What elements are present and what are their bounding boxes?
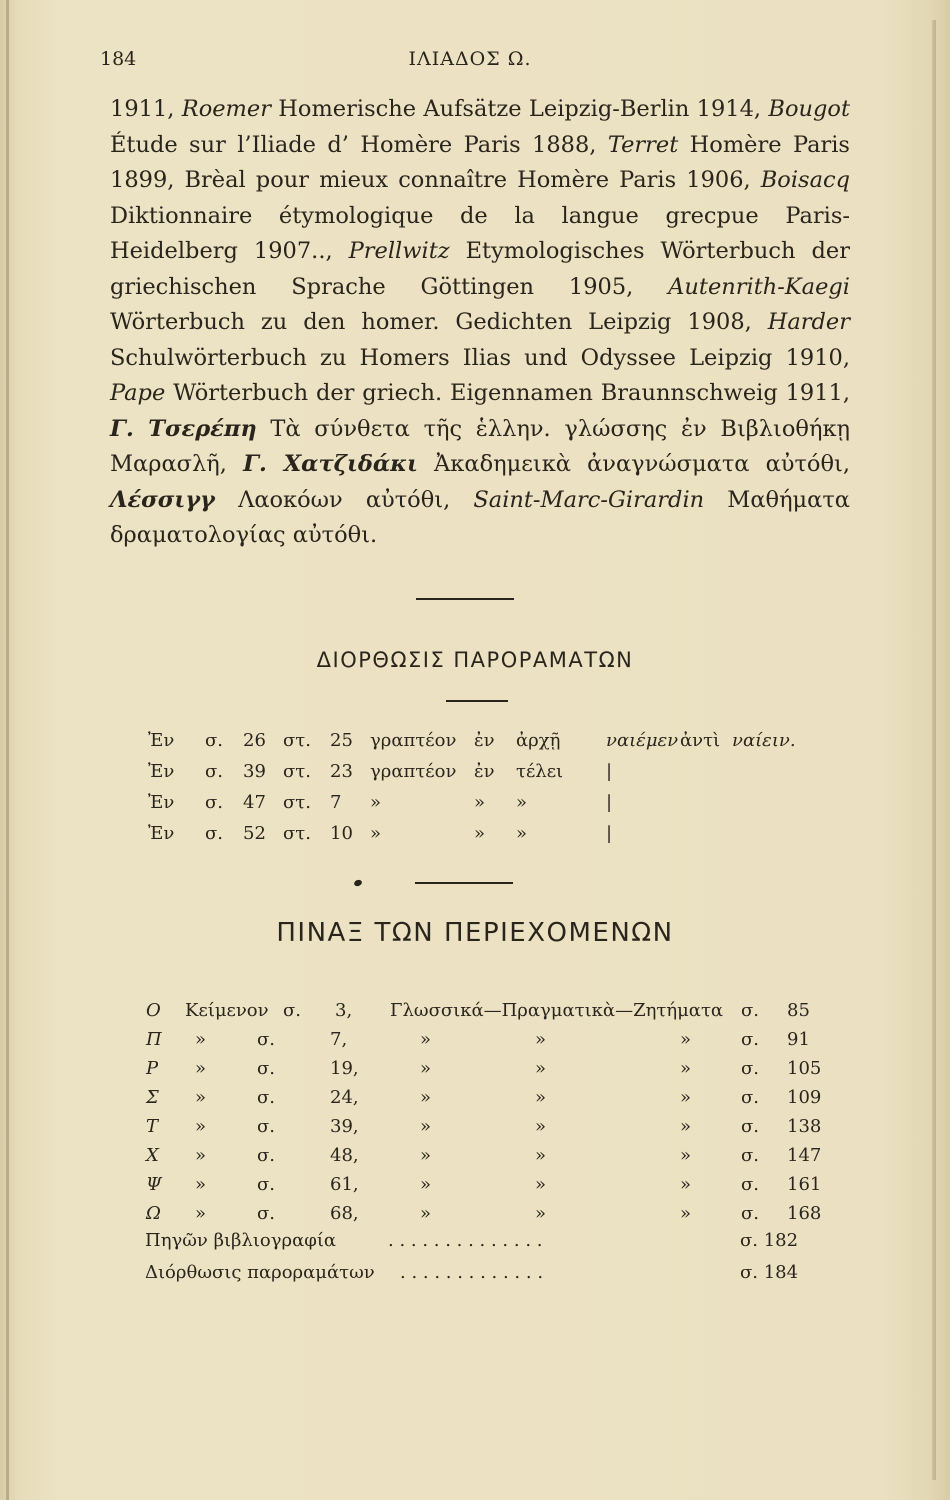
- toc-topics: »: [420, 1087, 432, 1108]
- toc-text-page: 68,: [330, 1203, 359, 1224]
- toc-book-letter: Ο: [146, 1000, 161, 1021]
- page-header: [100, 48, 840, 78]
- toc-book-letter: Σ: [146, 1087, 159, 1108]
- body-text-run: Μαθήματα δραματολογίας αὐτόθι.: [110, 486, 851, 548]
- errata-line: 10: [330, 823, 353, 844]
- toc-sigma: σ.: [741, 1174, 760, 1195]
- body-text-run: Wörterbuch zu den homer. Gedichten Leipzig 1908,: [110, 309, 768, 335]
- toc-book-letter: Ρ: [146, 1058, 159, 1079]
- toc-topics: »: [535, 1058, 547, 1079]
- body-text-run: Schulwörterbuch zu Homers Ilias und Odyssee Leipzig 1910,: [110, 344, 850, 371]
- page-number: 184: [100, 48, 137, 70]
- toc-text-label: Κείμενον: [185, 1000, 269, 1021]
- errata-line: 23: [330, 761, 353, 782]
- toc-topics-page: 168: [787, 1203, 822, 1224]
- toc-topics: »: [680, 1203, 692, 1224]
- divider: [416, 598, 514, 600]
- errata-position: »: [474, 792, 486, 813]
- errata-stichos-abbr: στ.: [283, 823, 311, 844]
- author-name: Autenrith-Kaegi: [668, 273, 850, 300]
- toc-sigma: σ.: [283, 1000, 302, 1021]
- errata-correction: ναιέμεν: [606, 730, 679, 751]
- errata-line: 25: [330, 730, 353, 751]
- toc-topics: Γλωσσικά—Πραγματικὰ—Ζητήματα: [390, 1000, 724, 1021]
- toc-dot-leader: . . . . . . . . . . . . .: [400, 1262, 544, 1283]
- toc-topics: »: [420, 1116, 432, 1137]
- errata-sigma: σ.: [205, 730, 224, 751]
- body-text-run: Homerische Aufsätze Leipzig-Berlin 1914,: [270, 96, 769, 122]
- author-name: Γ. Χατζιδάκι: [243, 451, 418, 477]
- errata-page: 52: [243, 823, 266, 844]
- author-name: Harder: [767, 309, 850, 335]
- errata-en: Ἐν: [148, 823, 175, 844]
- toc-sigma: σ.: [741, 1000, 760, 1021]
- toc-topics: »: [535, 1029, 547, 1050]
- errata-en: Ἐν: [148, 730, 175, 751]
- author-name: Γ. Τσερέπη: [110, 415, 257, 442]
- toc-topics-page: 85: [787, 1000, 810, 1021]
- toc-sigma: σ.: [257, 1174, 276, 1195]
- toc-topics: »: [420, 1145, 432, 1166]
- toc-topics: »: [680, 1174, 692, 1195]
- errata-page: 39: [243, 761, 266, 782]
- ornament-mark: [353, 879, 363, 887]
- errata-sigma: σ.: [205, 761, 224, 782]
- toc-topics-page: 91: [787, 1029, 810, 1050]
- errata-position: ἐν: [474, 761, 495, 782]
- body-text-run: Diktionnaire étymologique de la langue grecpue Paris-Heidelberg 1907..,: [110, 202, 850, 264]
- toc-text-label: »: [195, 1029, 207, 1050]
- toc-text-page: 61,: [330, 1174, 359, 1195]
- toc-sigma: σ.: [257, 1145, 276, 1166]
- errata-instruction: »: [370, 823, 382, 844]
- errata-stichos-abbr: στ.: [283, 792, 311, 813]
- toc-page-ref: σ. 182: [740, 1230, 799, 1251]
- toc-sigma: σ.: [257, 1029, 276, 1050]
- toc-text-page: 7,: [330, 1029, 348, 1050]
- toc-topics: »: [535, 1203, 547, 1224]
- toc-book-letter: Π: [146, 1029, 162, 1050]
- toc-topics-page: 109: [787, 1087, 822, 1108]
- toc-dot-leader: . . . . . . . . . . . . . .: [388, 1230, 543, 1251]
- toc-topics: »: [535, 1116, 547, 1137]
- toc-topics: »: [420, 1058, 432, 1079]
- author-name: Pape: [110, 380, 166, 406]
- toc-sigma: σ.: [257, 1087, 276, 1108]
- toc-sigma: σ.: [741, 1058, 760, 1079]
- toc-text-label: »: [195, 1174, 207, 1195]
- errata-title: ΔΙΟΡΘΩΣΙΣ ΠΑΡΟΡΑΜΑΤΩΝ: [316, 648, 634, 672]
- toc-topics-page: 105: [787, 1058, 822, 1079]
- toc-topics: »: [680, 1116, 692, 1137]
- toc-topics: »: [535, 1087, 547, 1108]
- errata-stichos-abbr: στ.: [283, 761, 311, 782]
- toc-sigma: σ.: [257, 1116, 276, 1137]
- errata-en: Ἐν: [148, 792, 175, 813]
- errata-page: 26: [243, 730, 266, 751]
- errata-position-word: ἀρχῇ: [516, 730, 561, 751]
- author-name: Prellwitz: [348, 238, 450, 264]
- toc-book-letter: Τ: [146, 1116, 159, 1137]
- toc-text-page: 3,: [335, 1000, 353, 1021]
- errata-en: Ἐν: [148, 761, 175, 782]
- toc-text-page: 39,: [330, 1116, 359, 1137]
- errata-instruction: »: [370, 792, 382, 813]
- toc-book-letter: Ψ: [146, 1174, 162, 1195]
- body-text-run: Λαοκόων αὐτόθι,: [214, 486, 474, 513]
- author-name: Roemer: [181, 96, 271, 122]
- toc-topics: »: [680, 1029, 692, 1050]
- toc-text-label: »: [195, 1203, 207, 1224]
- author-name: Bougot: [768, 96, 850, 122]
- errata-correction: |: [606, 823, 613, 844]
- running-head: ΙΛΙΑΔΟΣ Ω.: [408, 48, 532, 70]
- toc-text-page: 24,: [330, 1087, 359, 1108]
- toc-topics: »: [680, 1058, 692, 1079]
- toc-text-label: »: [195, 1058, 207, 1079]
- toc-topics-page: 161: [787, 1174, 822, 1195]
- toc-topics: »: [535, 1174, 547, 1195]
- toc-topics: »: [680, 1145, 692, 1166]
- toc-topics: »: [420, 1029, 432, 1050]
- author-name: Λέσσιγγ: [110, 486, 215, 513]
- toc-sources-label: Πηγῶν βιβλιογραφία: [145, 1230, 337, 1251]
- toc-topics: »: [680, 1087, 692, 1108]
- toc-topics: »: [420, 1174, 432, 1195]
- toc-text-page: 19,: [330, 1058, 359, 1079]
- toc-text-label: »: [195, 1145, 207, 1166]
- toc-sigma: σ.: [741, 1203, 760, 1224]
- errata-position-word: »: [516, 823, 528, 844]
- body-text-run: Étude sur l’Iliade d’ Homère Paris 1888,: [110, 131, 608, 158]
- errata-instruction: γραπτέον: [370, 761, 457, 782]
- toc-book-letter: Χ: [146, 1145, 159, 1166]
- toc-errata-label: Διόρθωσις παροραμάτων: [145, 1262, 375, 1283]
- toc-text-page: 48,: [330, 1145, 359, 1166]
- body-text-run: Homère Paris 1899, Brèal pour mieux connaître Homère Paris 1906,: [110, 131, 850, 193]
- errata-sigma: σ.: [205, 792, 224, 813]
- errata-position: ἐν: [474, 730, 495, 751]
- body-text-run: 1911,: [110, 96, 182, 122]
- divider: [415, 882, 513, 884]
- body-text-run: Τὰ σύνθετα τῆς ἑλλην. γλώσσης ἐν Βιβλιοθήκῃ Μαρασλῆ,: [110, 415, 850, 477]
- errata-correction: |: [606, 792, 613, 813]
- errata-position: »: [474, 823, 486, 844]
- errata-position-word: τέλει: [516, 761, 564, 782]
- toc-topics: »: [535, 1145, 547, 1166]
- body-text-run: Wörterbuch der griech. Eigennamen Braunnschweig 1911,: [165, 380, 850, 406]
- bibliography-paragraph: [110, 92, 850, 554]
- toc-sigma: σ.: [741, 1029, 760, 1050]
- errata-correction: |: [606, 761, 613, 782]
- page-binding-edge: [6, 0, 9, 1500]
- toc-sigma: σ.: [741, 1145, 760, 1166]
- toc-topics-page: 147: [787, 1145, 822, 1166]
- divider: [446, 700, 508, 702]
- toc-page-ref: σ. 184: [740, 1262, 799, 1283]
- toc-topics-page: 138: [787, 1116, 822, 1137]
- errata-sigma: σ.: [205, 823, 224, 844]
- toc-text-label: »: [195, 1087, 207, 1108]
- author-name: Saint-Marc-Girardin: [473, 486, 705, 513]
- errata-line: 7: [330, 792, 342, 813]
- body-text-run: Ἀκαδημεικὰ ἀναγνώσματα αὐτόθι,: [417, 451, 850, 477]
- toc-text-label: »: [195, 1116, 207, 1137]
- toc-sigma: σ.: [257, 1203, 276, 1224]
- page-right-edge: [932, 20, 936, 1480]
- errata-page: 47: [243, 792, 266, 813]
- errata-wrong-form: ναίειν.: [732, 730, 796, 751]
- toc-book-letter: Ω: [146, 1203, 161, 1224]
- author-name: Boisacq: [760, 167, 850, 193]
- toc-sigma: σ.: [257, 1058, 276, 1079]
- body-text-run: Etymologisches Wörterbuch der griechischen Sprache Göttingen 1905,: [110, 238, 850, 300]
- errata-position-word: »: [516, 792, 528, 813]
- toc-topics: »: [420, 1203, 432, 1224]
- author-name: Terret: [607, 131, 679, 158]
- errata-instruction: γραπτέον: [370, 730, 457, 751]
- toc-sigma: σ.: [741, 1087, 760, 1108]
- toc-sigma: σ.: [741, 1116, 760, 1137]
- toc-title: ΠΙΝΑΞ ΤΩΝ ΠΕΡΙΕΧΟΜΕΝΩΝ: [276, 918, 674, 948]
- errata-anti: ἀντὶ: [680, 730, 721, 751]
- errata-stichos-abbr: στ.: [283, 730, 311, 751]
